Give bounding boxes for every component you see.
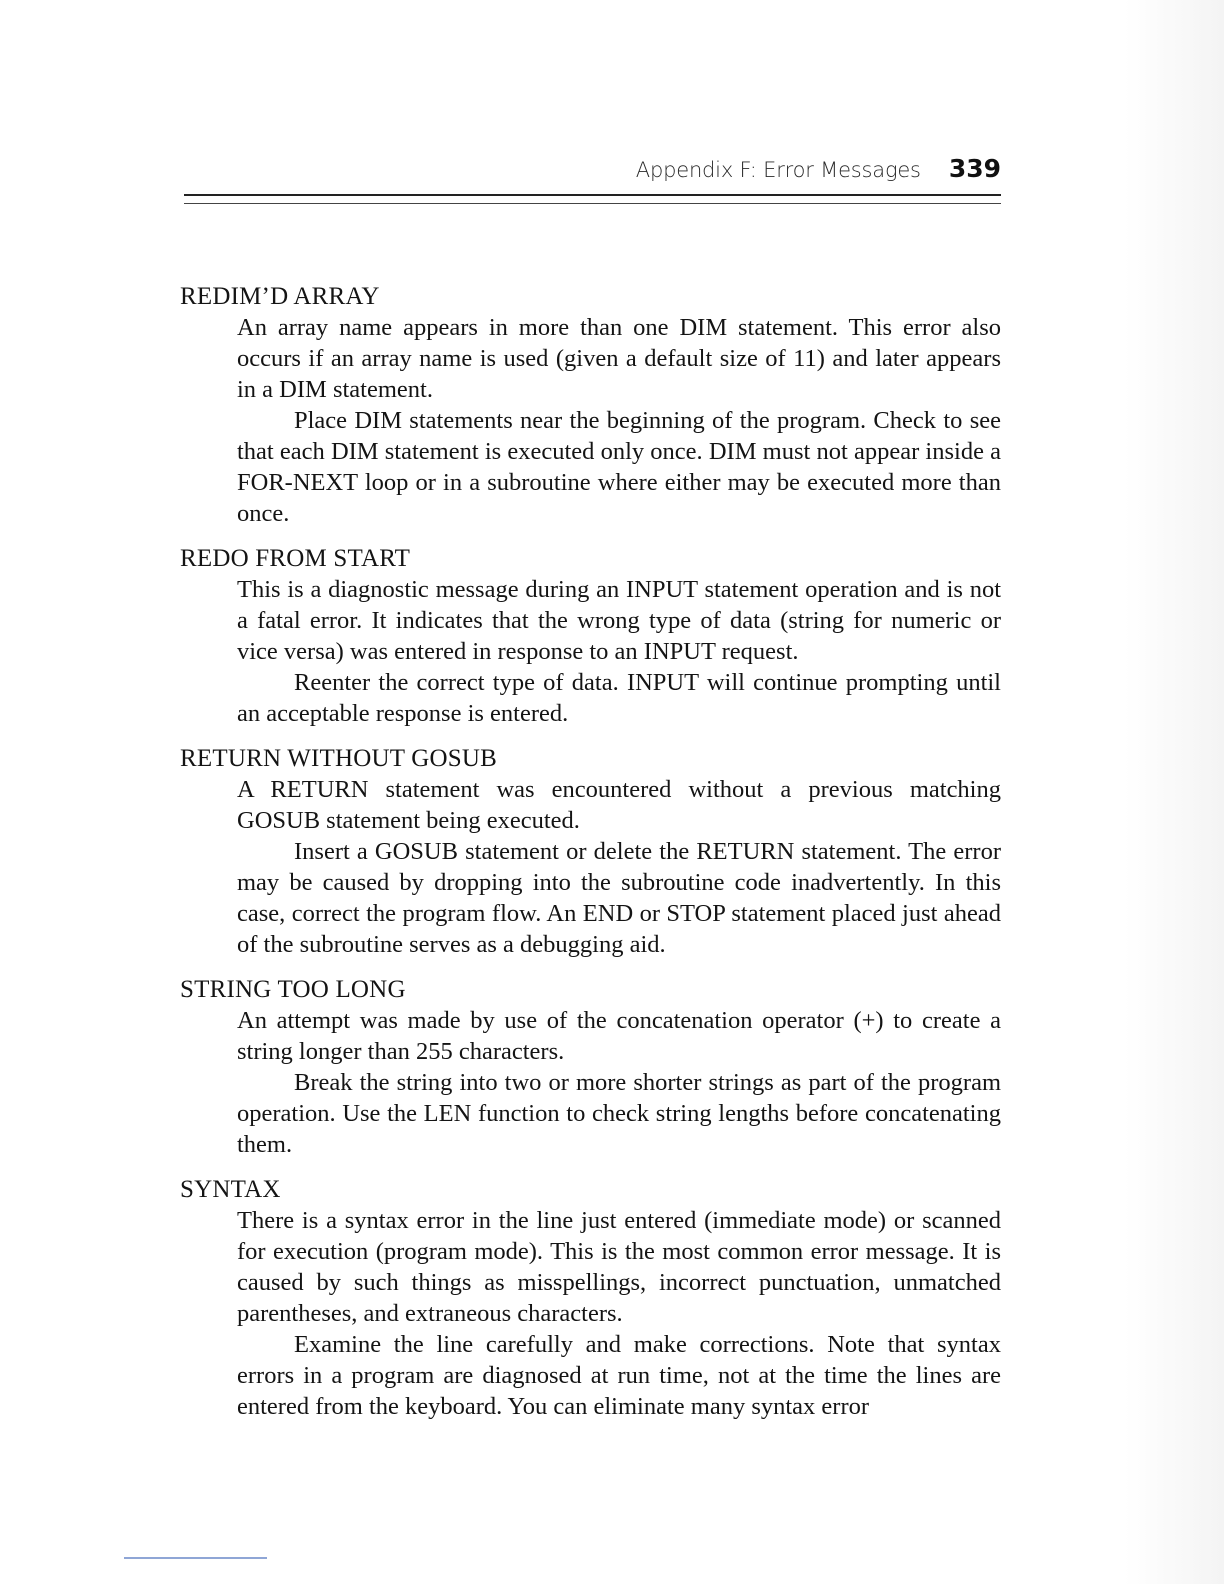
entry-body [237, 774, 1001, 960]
entry-redimd-array [180, 281, 1002, 529]
entry-paragraph: An attempt was made by use of the concatenation operator (+) to create a string longer than 255 characters. [237, 1007, 1001, 1065]
entry-paragraph: There is a syntax error in the line just entered (immediate mode) or scanned for execution (program mode). This is the most common error message. It is caused by such things as misspellings, incorrect punctuation, unmatched parentheses, and extraneous characters. [237, 1207, 1001, 1327]
entry-paragraph: A RETURN statement was encountered without a previous matching GOSUB statement being executed. [237, 776, 1001, 834]
header-rule-thin [184, 203, 1001, 204]
page-header [184, 154, 1001, 194]
entry-title: SYNTAX [180, 1176, 281, 1203]
entry-redo-from-start [180, 543, 1002, 729]
header-rule-thick [184, 194, 1001, 196]
entry-return-without-gosub [180, 743, 1002, 960]
page-edge-shadow [1124, 0, 1224, 1584]
entry-paragraph: Place DIM statements near the beginning of the program. Check to see that each DIM statement is executed only once. DIM must not appear inside a FOR-NEXT loop or in a subroutine where either may be executed more than once. [237, 407, 1001, 527]
entry-title: REDO FROM START [180, 545, 411, 572]
header-line [636, 154, 1001, 183]
entry-paragraph: This is a diagnostic message during an INPUT statement operation and is not a fatal error. It indicates that the wrong type of data (string for numeric or vice versa) was entered in response to an INPUT request. [237, 576, 1001, 665]
entry-paragraph: Insert a GOSUB statement or delete the RETURN statement. The error may be caused by dropping into the subroutine code inadvertently. In this case, correct the program flow. An END or STOP statement placed just ahead of the subroutine serves as a debugging aid. [237, 838, 1001, 958]
entry-body [237, 574, 1001, 729]
entry-body [237, 1205, 1001, 1422]
entry-title: REDIM’D ARRAY [180, 283, 380, 310]
entry-title: STRING TOO LONG [180, 976, 406, 1003]
entry-syntax [180, 1174, 1002, 1422]
page-content [180, 281, 1002, 1436]
footer-mark [124, 1557, 267, 1559]
entry-paragraph: Reenter the correct type of data. INPUT will continue prompting until an acceptable response is entered. [237, 669, 1001, 727]
entry-paragraph: Break the string into two or more shorter strings as part of the program operation. Use the LEN function to check string lengths before concatenating them. [237, 1069, 1001, 1158]
entry-body [237, 312, 1001, 529]
entry-title: RETURN WITHOUT GOSUB [180, 745, 497, 772]
entry-paragraph: An array name appears in more than one DIM statement. This error also occurs if an array name is used (given a default size of 11) and later appears in a DIM statement. [237, 314, 1001, 403]
running-head: Appendix F: Error Messages [635, 158, 921, 182]
entry-body [237, 1005, 1001, 1160]
entry-paragraph: Examine the line carefully and make corrections. Note that syntax errors in a program are diagnosed at run time, not at the time the lines are entered from the keyboard. You can eliminate many syntax error [237, 1331, 1001, 1420]
page-number: 339 [948, 154, 1001, 183]
entry-string-too-long [180, 974, 1002, 1160]
